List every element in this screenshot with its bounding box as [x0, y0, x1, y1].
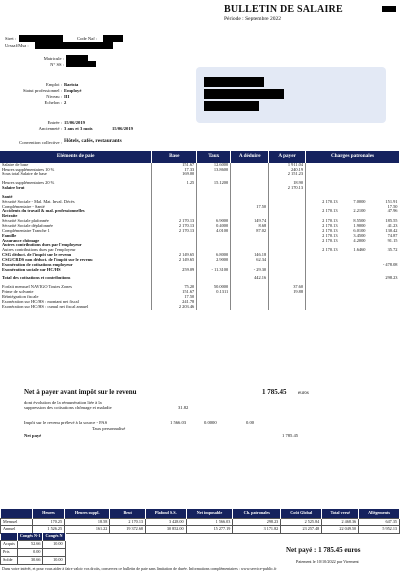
- totals-cell: 2 468.36: [322, 518, 359, 526]
- cell-label: Exonération sociale sur HC/HS: [2, 266, 61, 272]
- cell-label: Salaire de base: [2, 161, 29, 167]
- cell-label: Exonération sur HC/HS : cumul net fiscal annuel: [2, 303, 89, 309]
- cell-payer: 18.90: [269, 181, 306, 186]
- niveau-label: Niveau :: [46, 94, 62, 99]
- paid-on: Paiement le 10/10/2022 par Virement: [296, 559, 359, 564]
- cell-taux: 6.9000: [197, 219, 231, 224]
- totals-cell: 23 257.48: [281, 526, 322, 534]
- cell-label: Exonération sur HC/HS : montant net fiscal: [2, 298, 79, 304]
- net-note-1: dont évolution de la rémunération liée à la: [24, 400, 102, 405]
- totals-header: Coût Global: [281, 509, 322, 518]
- cell-deduire: 87.02: [231, 229, 269, 234]
- ir-taux: 0.0000: [204, 420, 217, 425]
- cell-label: Sécurité Sociale - Mal. Mat. Inval. Décès: [2, 198, 75, 204]
- cell-taux: 13.8600: [197, 168, 231, 173]
- niveau-value: III: [64, 94, 70, 99]
- cell-taux: 12.6000: [197, 163, 231, 168]
- net-note-value: 31.82: [178, 405, 189, 410]
- conges-row: [1, 548, 66, 556]
- cell-pmont: 130.42: [385, 227, 398, 233]
- cell-payer: 2 151.23: [269, 172, 306, 177]
- cell-base: 169.00: [152, 172, 197, 177]
- conges-cell: [43, 548, 65, 556]
- cell-pmont: 47.96: [387, 208, 398, 214]
- statut-label: Statut professionnel :: [22, 88, 62, 93]
- document-title: BULLETIN DE SALAIRE: [224, 4, 343, 15]
- cell-payer: 37.60: [269, 285, 306, 290]
- cell-base: 241.78: [152, 300, 197, 305]
- redacted-block: [204, 101, 259, 111]
- totals-header: Heures suppl.: [65, 509, 110, 518]
- emploi-label: Emploi :: [46, 82, 62, 87]
- code-naf-label: Code Naf :: [77, 36, 98, 41]
- conges-header: Congés N-1: [17, 533, 43, 540]
- cell-label: Sous total Salaire de base: [2, 171, 47, 177]
- totals-cell: 30 852.00: [146, 526, 187, 534]
- cell-label: Famille: [2, 232, 17, 238]
- totals-header: Ch. patronales: [233, 509, 281, 518]
- net-currency: euros: [298, 391, 309, 396]
- cell-pmont: 298.23: [385, 275, 398, 281]
- convention-value: Hôtels, cafés, restaurants: [64, 138, 122, 144]
- cell-taux: 6.8000: [197, 253, 231, 258]
- totals-cell: 3 171.82: [233, 526, 281, 534]
- employer-block: [5, 34, 185, 56]
- redacted-block: [35, 42, 113, 49]
- cell-label: Sécurité Sociale plafonnée: [2, 218, 49, 224]
- cell-payer: 2 170.13: [269, 186, 306, 191]
- totals-header: Brut: [110, 509, 146, 518]
- totals-header: Plafond S.S.: [146, 509, 187, 518]
- cell-pbase: 2 170.13: [306, 219, 340, 224]
- cell-base: 2 170.13: [152, 224, 197, 229]
- payslip-table: [0, 151, 400, 310]
- cell-pbase: 2 170.13: [306, 200, 340, 205]
- cell-label: Retraite: [2, 213, 18, 219]
- emploi-value: Barista: [64, 82, 79, 87]
- conges-cell: 52.66: [17, 540, 43, 548]
- cell-taux: 2.9000: [197, 258, 231, 263]
- cell-pbase: 2 170.13: [306, 224, 340, 229]
- cell-pmont: 41.23: [387, 223, 398, 228]
- redacted-block: [204, 77, 264, 87]
- cell-label: Heures supplémentaires 10 %: [2, 166, 55, 172]
- conges-cell: Solde: [1, 556, 18, 564]
- nss-label: N° SS :: [50, 62, 64, 67]
- totals-cell: 22 049.50: [322, 526, 359, 534]
- cell-label: Réintégration fiscale: [2, 293, 39, 299]
- cell-deduire: 17.50: [231, 205, 269, 210]
- cell-pmont: [367, 305, 399, 310]
- redacted-block: [382, 6, 396, 12]
- totals-cell: 2 525.84: [281, 518, 322, 526]
- cell-label: Assurance chômage: [2, 237, 40, 243]
- net-note-2: suppression des cotisations chômage et maladie: [24, 405, 112, 410]
- cell-base: 1.25: [152, 181, 197, 186]
- cell-pmont: 35.72: [387, 247, 398, 253]
- urssaf-label: Urssaf/Msa :: [5, 43, 29, 48]
- redacted-block: [204, 89, 284, 99]
- col-a-payer: A payer: [269, 151, 306, 163]
- siret-label: Siret :: [5, 36, 17, 41]
- cell-base: 151.67: [152, 290, 197, 295]
- totals-cell: 18.58: [65, 518, 110, 526]
- echelon-value: 2: [64, 100, 67, 105]
- cell-base: 75.20: [152, 285, 197, 290]
- cell-base: 259.09: [152, 268, 197, 273]
- ir-amount: 0.00: [246, 420, 255, 425]
- cell-ptaux: 1.6460: [353, 247, 366, 253]
- cell-pmont: 74.87: [387, 232, 398, 238]
- cell-base: 2 149.65: [152, 253, 197, 258]
- totals-cell: 170.25: [32, 518, 64, 526]
- conges-cell: 10.00: [43, 556, 65, 564]
- anciennete-value: 3 ans et 3 mois: [64, 126, 93, 131]
- cell-base: 17.50: [152, 295, 197, 300]
- cell-pbase: 2 170.13: [306, 234, 340, 239]
- cell-pmont: 17.50: [387, 203, 398, 209]
- conges-header: [1, 533, 18, 540]
- cell-label: Exonération de cotisations employeur: [2, 261, 73, 267]
- cell-label: Total des cotisations et contributions: [2, 275, 71, 281]
- conges-row: [1, 540, 66, 548]
- cell-label: Salaire brut: [2, 185, 25, 191]
- cell-label: Forfait mensuel NAVIGO Toutes Zones: [2, 284, 73, 290]
- totals-header: Allégements: [359, 509, 400, 518]
- statut-value: Employé: [64, 88, 82, 93]
- cell-label: Prime de solvante: [2, 289, 34, 295]
- cell-taux: 50.0000: [197, 285, 231, 290]
- totals-cell: 1 566.03: [186, 518, 233, 526]
- cell-ptaux: 6.0100: [353, 227, 366, 233]
- cell-taux: - 11.3100: [197, 268, 231, 273]
- conges-header: Congés N: [43, 533, 65, 540]
- conges-table: [0, 533, 66, 565]
- cell-pbase: [306, 305, 340, 310]
- col-base: Base: [152, 151, 197, 163]
- anciennete-label: Ancienneté :: [38, 126, 62, 131]
- totals-cell: 298.23: [233, 518, 281, 526]
- cell-label: Complémentaire - Santé: [2, 203, 45, 209]
- cell-pmont: 185.55: [385, 218, 398, 224]
- cell-label: Heures supplémentaires 20 %: [2, 180, 55, 186]
- ir-sub: Taux personnalisé: [92, 426, 126, 431]
- convention-label: Convention collective :: [19, 140, 62, 145]
- cell-taux: 15.1200: [197, 181, 231, 186]
- redacted-block: [19, 35, 63, 42]
- net-avant-impot-value: 1 785.45: [262, 388, 287, 396]
- net-avant-impot-label: Net à payer avant impôt sur le revenu: [24, 388, 137, 396]
- cell-label: Sécurité Sociale déplafonnée: [2, 223, 53, 228]
- echelon-label: Echelon :: [44, 100, 62, 105]
- totals-cell: Annuel: [1, 526, 33, 534]
- totals-cell: 3 428.00: [146, 518, 187, 526]
- cell-payer: 240.19: [269, 168, 306, 173]
- cell-deduire: 146.18: [231, 253, 269, 258]
- cell-taux: 4.0100: [197, 229, 231, 234]
- totals-header: [1, 509, 33, 518]
- cell-taux: [197, 305, 231, 310]
- cell-taux: 0.1311: [197, 290, 231, 295]
- cell-pbase: 2 170.13: [306, 209, 340, 214]
- cell-label: Autres contributions dues par l'employeur: [2, 242, 82, 248]
- cell-deduire: - 29.30: [231, 268, 269, 273]
- cell-payer: 19.88: [269, 290, 306, 295]
- totals-cell: 2 170.13: [110, 518, 146, 526]
- ir-base: 1 566.03: [170, 420, 187, 425]
- conges-row: [1, 556, 66, 564]
- cell-pbase: 2 170.13: [306, 229, 340, 234]
- cell-base: 2 203.46: [152, 305, 197, 310]
- matricule-label: Matricule :: [43, 56, 64, 61]
- cell-ptaux: 7.0000: [353, 198, 366, 204]
- cell-pmont: 151.91: [385, 198, 398, 204]
- cell-deduire: 442.16: [231, 276, 269, 281]
- cell-payer: [269, 305, 306, 310]
- cell-ptaux: 4.2000: [353, 237, 366, 243]
- totals-header: Total versé: [322, 509, 359, 518]
- cell-label: Complémentaire Tranche 1: [2, 227, 50, 233]
- address-box: [196, 67, 386, 123]
- cell-label: CSG déduct. de l'impôt sur le revenu: [2, 252, 72, 258]
- col-taux: Taux: [197, 151, 231, 163]
- cell-ptaux: 3.4500: [353, 232, 366, 238]
- cell-ptaux: [340, 305, 368, 310]
- cell-base: 17.33: [152, 168, 197, 173]
- entree-value: 15/06/2019: [64, 120, 85, 125]
- net-paye-label: Net payé: [24, 433, 42, 438]
- totals-row: [1, 518, 400, 526]
- conges-cell: 30.66: [17, 556, 43, 564]
- redacted-block: [103, 35, 123, 42]
- totals-table: [0, 509, 400, 534]
- cell-deduire: 149.74: [231, 219, 269, 224]
- redacted-block: [66, 61, 96, 67]
- cell-base: 2 149.65: [152, 258, 197, 263]
- totals-header: Heures: [32, 509, 64, 518]
- cell-payer: 1 911.04: [269, 163, 306, 168]
- anciennete-date: 15/06/2019: [112, 126, 133, 131]
- payslip-row: [0, 305, 400, 310]
- cell-base: 151.67: [152, 163, 197, 168]
- net-paye-footer: Net payé : 1 785.45 euros: [286, 546, 361, 554]
- cell-deduire: [231, 305, 269, 310]
- ir-label: Impôt sur le revenu prélevé à la source - PAS: [24, 420, 108, 425]
- cell-pbase: 2 170.13: [306, 248, 340, 253]
- totals-cell: Mensuel: [1, 518, 33, 526]
- cell-pmont: - 478.08: [382, 261, 398, 267]
- cell-ptaux: 1.9000: [353, 223, 366, 228]
- cell-label: Accidents du travail & mal. professionnelles: [2, 208, 85, 214]
- conges-cell: Acquis: [1, 540, 18, 548]
- conges-cell: 10.00: [43, 540, 65, 548]
- cell-deduire: 62.34: [231, 258, 269, 263]
- cell-pbase: 2 170.13: [306, 239, 340, 244]
- cell-deduire: 8.68: [231, 224, 269, 229]
- totals-cell: 15 277.19: [186, 526, 233, 534]
- totals-cell: 19 372.68: [110, 526, 146, 534]
- cell-base: 2 170.13: [152, 219, 197, 224]
- totals-header: Net imposable: [186, 509, 233, 518]
- cell-ptaux: 2.2100: [353, 208, 366, 214]
- cell-base: 2 170.13: [152, 229, 197, 234]
- totals-cell: 647.35: [359, 518, 400, 526]
- conges-cell: Pris: [1, 548, 18, 556]
- entree-label: Entrée :: [47, 120, 62, 125]
- cell-label: CSG/CRDS non déduct. de l'impôt sur le revenu: [2, 256, 93, 262]
- period: Période : Septembre 2022: [224, 16, 281, 22]
- net-paye-value: 1 785.45: [282, 433, 299, 438]
- conges-cell: 0.00: [17, 548, 43, 556]
- cell-ptaux: 8.5500: [353, 218, 366, 224]
- cell-label: Santé: [2, 193, 13, 199]
- footer-note: Dans votre intérêt, et pour vous aider à faire valoir vos droits, conservez ce bulletin de paie sans limitation de durée. Informations complémentaires : www.service-public.fr: [2, 566, 277, 571]
- cell-taux: 0.4000: [197, 224, 231, 229]
- col-elements: Eléments de paie: [0, 151, 152, 163]
- cell-pmont: 91.15: [387, 237, 398, 243]
- col-charges-patronales: Charges patronales: [306, 151, 400, 163]
- cell-label: Autres contributions dues par l'employeur: [2, 247, 76, 253]
- col-a-deduire: A déduire: [231, 151, 269, 163]
- totals-cell: 5 952.13: [359, 526, 400, 534]
- totals-cell: 161.22: [65, 526, 110, 534]
- totals-cell: 1 526.25: [32, 526, 64, 534]
